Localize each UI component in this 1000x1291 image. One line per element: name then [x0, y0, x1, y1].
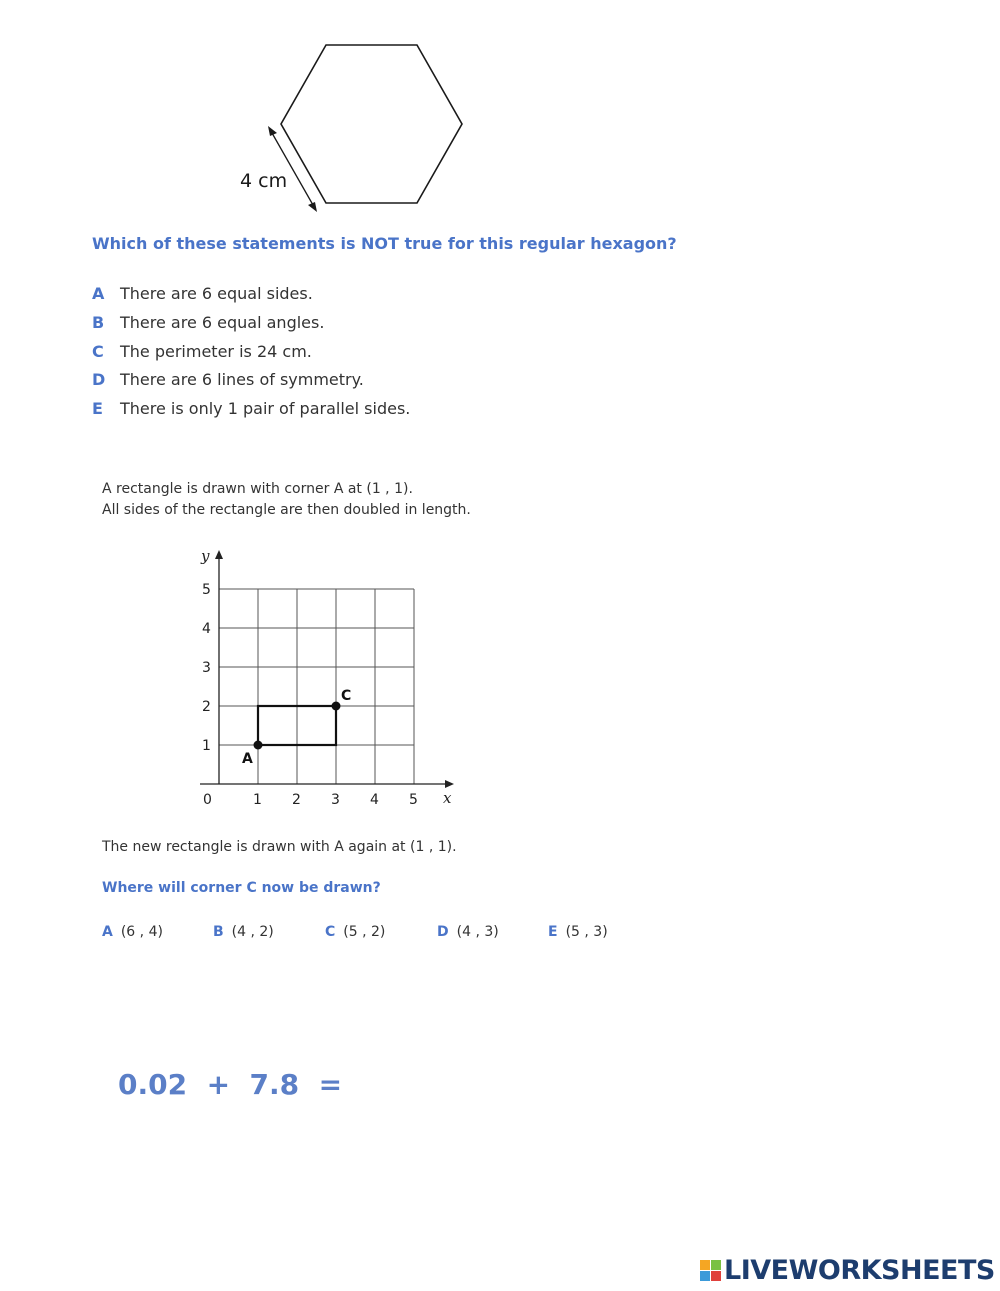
point-a[interactable] [254, 741, 263, 750]
option-letter: D [92, 370, 106, 389]
y-tick-label: 5 [202, 582, 211, 598]
choice-text: (4 , 3) [456, 924, 499, 940]
choice-b[interactable] [213, 924, 274, 940]
option-text: There are 6 equal sides. [120, 284, 313, 303]
option-letter: A [92, 284, 105, 303]
choice-letter: B [213, 924, 224, 940]
logo-block-l [700, 1260, 710, 1270]
origin-label: 0 [203, 792, 212, 808]
option-letter: E [92, 399, 103, 418]
y-axis-label: y [201, 547, 210, 565]
choice-text: (6 , 4) [120, 924, 163, 940]
hexagon-option-e[interactable] [92, 399, 410, 418]
choice-letter: E [548, 924, 558, 940]
option-letter: C [92, 342, 104, 361]
point-a-label: A [242, 751, 253, 767]
y-tick-label: 4 [202, 621, 211, 637]
choice-a[interactable] [102, 924, 163, 940]
option-text: There are 6 equal angles. [120, 313, 325, 332]
point-c-label: C [341, 688, 352, 704]
liveworksheets-logo[interactable] [700, 1254, 995, 1286]
point-c[interactable] [332, 702, 341, 711]
rectangle-intro-line2: All sides of the rectangle are then doubled in length. [102, 502, 471, 518]
option-text: The perimeter is 24 cm. [120, 342, 312, 361]
choice-letter: D [437, 924, 449, 940]
x-tick-label: 4 [370, 792, 379, 808]
choice-letter: C [325, 924, 336, 940]
option-text: There is only 1 pair of parallel sides. [120, 399, 411, 418]
logo-block-i [711, 1260, 721, 1270]
logo-block-v [700, 1271, 710, 1281]
y-tick-label: 3 [202, 660, 211, 676]
arrow-head-top [268, 126, 277, 136]
rectangle-intro-line1: A rectangle is drawn with corner A at (1 , 1). [102, 481, 413, 497]
x-tick-label: 5 [409, 792, 418, 808]
rectangle-statement: The new rectangle is drawn with A again at (1 , 1). [102, 839, 457, 855]
x-tick-label: 2 [292, 792, 301, 808]
y-tick-label: 2 [202, 699, 211, 715]
x-tick-label: 3 [331, 792, 340, 808]
hexagon-figure [0, 0, 1000, 230]
hexagon-side-label: 4 cm [240, 170, 288, 192]
sum-expression: 0.02 + 7.8 = [118, 1068, 343, 1101]
x-tick-label: 1 [253, 792, 262, 808]
logo-block-e [711, 1271, 721, 1281]
y-axis-arrow [215, 550, 223, 559]
choice-letter: A [102, 924, 113, 940]
option-text: There are 6 lines of symmetry. [120, 370, 364, 389]
regular-hexagon [281, 45, 462, 203]
hexagon-option-a[interactable] [92, 284, 313, 303]
x-axis-label: x [443, 789, 452, 807]
arrow-head-bottom [308, 202, 317, 212]
hexagon-option-c[interactable] [92, 342, 312, 361]
choice-text: (5 , 3) [565, 924, 608, 940]
choice-e[interactable] [548, 924, 608, 940]
hexagon-option-b[interactable] [92, 313, 324, 332]
x-axis-arrow [445, 780, 454, 788]
option-letter: B [92, 313, 105, 332]
rectangle-question: Where will corner C now be drawn? [102, 880, 381, 896]
logo-text: LIVEWORKSHEETS [724, 1254, 995, 1286]
coordinate-grid [0, 540, 480, 820]
y-tick-label: 1 [202, 738, 211, 754]
choice-text: (5 , 2) [343, 924, 386, 940]
logo-blocks-icon [700, 1260, 721, 1281]
choice-text: (4 , 2) [231, 924, 274, 940]
choice-c[interactable] [325, 924, 385, 940]
hexagon-question: Which of these statements is NOT true for this regular hexagon? [92, 234, 677, 253]
choice-d[interactable] [437, 924, 499, 940]
hexagon-option-d[interactable] [92, 370, 364, 389]
